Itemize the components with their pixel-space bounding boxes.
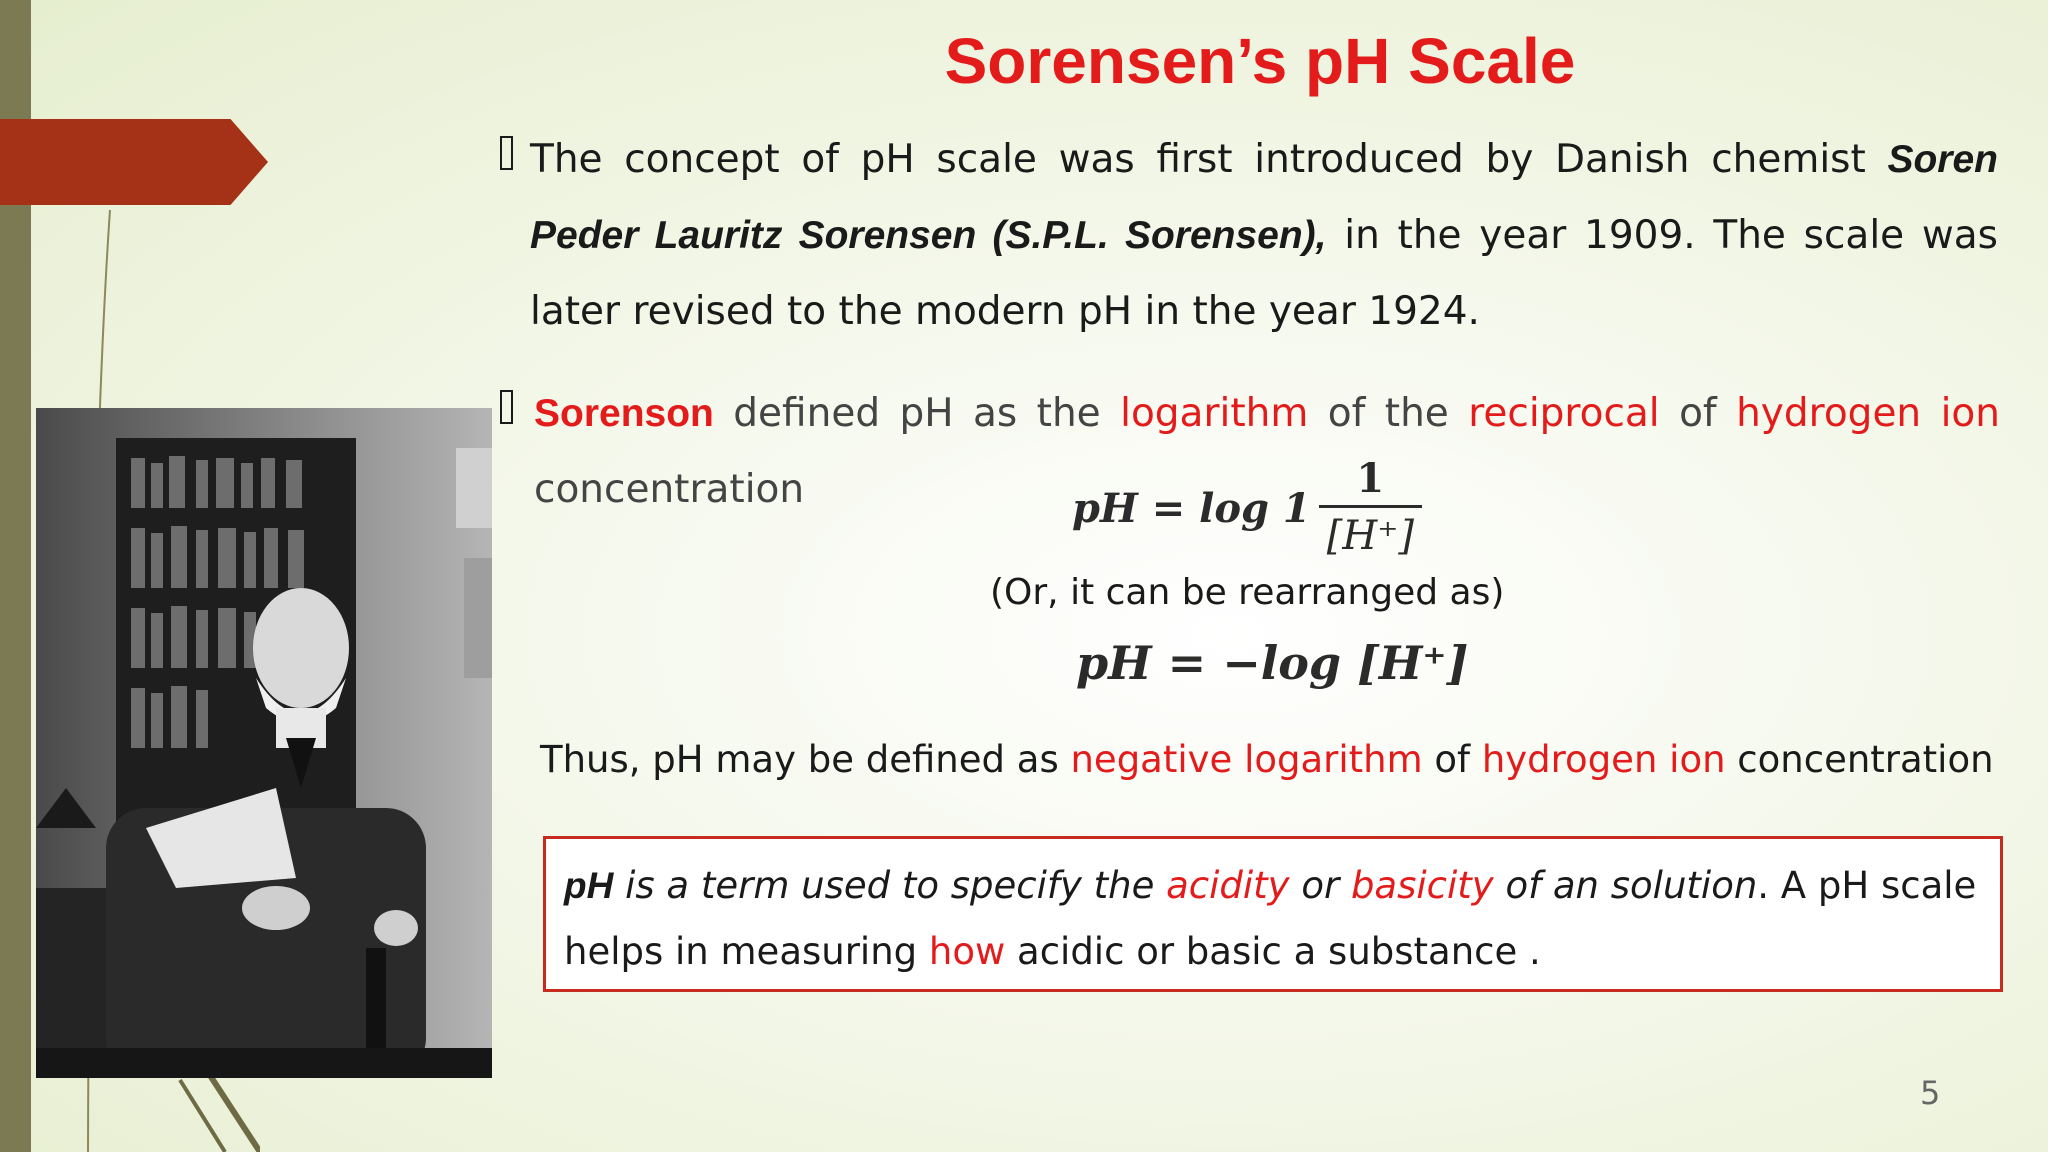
scientist-name: Soren Peder Lauritz Sorensen (S.P.L. Sorensen),	[530, 138, 1998, 257]
text-fragment: . A pH scale helps in measuring	[564, 864, 1977, 973]
portrait-illustration	[36, 408, 492, 1078]
text-fragment: concentration	[1725, 738, 1994, 781]
fraction-denominator: [H⁺]	[1319, 505, 1422, 564]
hydrogen-ion-word: hydrogen ion	[1481, 738, 1726, 781]
fraction-numerator: 1	[1356, 454, 1385, 502]
text-fragment: of	[1659, 391, 1737, 436]
slide-title: Sorensen’s pH Scale	[944, 25, 1576, 97]
text-fragment: of an solution	[1493, 864, 1758, 907]
negative-logarithm-word: negative logarithm	[1070, 738, 1423, 781]
definition-box	[543, 836, 2003, 992]
formula-1-fraction	[1319, 453, 1422, 564]
thus-statement	[540, 738, 1992, 781]
formula-negative-log: pH = −log [H⁺]	[1076, 636, 1469, 690]
formula-reciprocal-log	[1072, 448, 1422, 568]
hydrogen-ion-word: hydrogen ion	[1736, 391, 2000, 436]
sorensen-photo	[36, 408, 492, 1078]
text-fragment: acidic or basic a substance .	[1005, 930, 1541, 973]
ph-term: pH	[564, 865, 614, 906]
arrow-tab-decoration	[0, 119, 268, 205]
text-fragment: is a term used to specify the	[613, 864, 1167, 907]
bullet-1-intro: The concept of pH scale was first introduced by Danish chemist	[530, 137, 1888, 182]
bullet-marker-icon	[500, 390, 513, 424]
basicity-word: basicity	[1350, 864, 1494, 907]
logarithm-word: logarithm	[1120, 391, 1309, 436]
page-number: 5	[1920, 1074, 1941, 1112]
reciprocal-word: reciprocal	[1468, 391, 1660, 436]
how-word: how	[928, 930, 1006, 973]
rearranged-note: (Or, it can be rearranged as)	[990, 572, 1505, 613]
text-fragment: defined pH as the	[713, 391, 1121, 436]
text-fragment: of the	[1308, 391, 1469, 436]
sorenson-word: Sorenson	[534, 392, 714, 435]
bullet-1-text	[530, 122, 1998, 350]
text-fragment: concentration	[534, 467, 805, 512]
formula-1-lhs: pH = log 1	[1072, 484, 1311, 532]
acidity-word: acidity	[1166, 864, 1290, 907]
text-fragment: or	[1289, 864, 1351, 907]
bullet-marker-icon	[500, 136, 513, 170]
text-fragment: of	[1422, 738, 1482, 781]
text-fragment: Thus, pH may be defined as	[540, 738, 1071, 781]
bullet-1	[500, 122, 1998, 350]
bullet-1-outro: in the year 1909. The scale was later revised to the modern pH in the year 1924.	[530, 213, 1998, 334]
